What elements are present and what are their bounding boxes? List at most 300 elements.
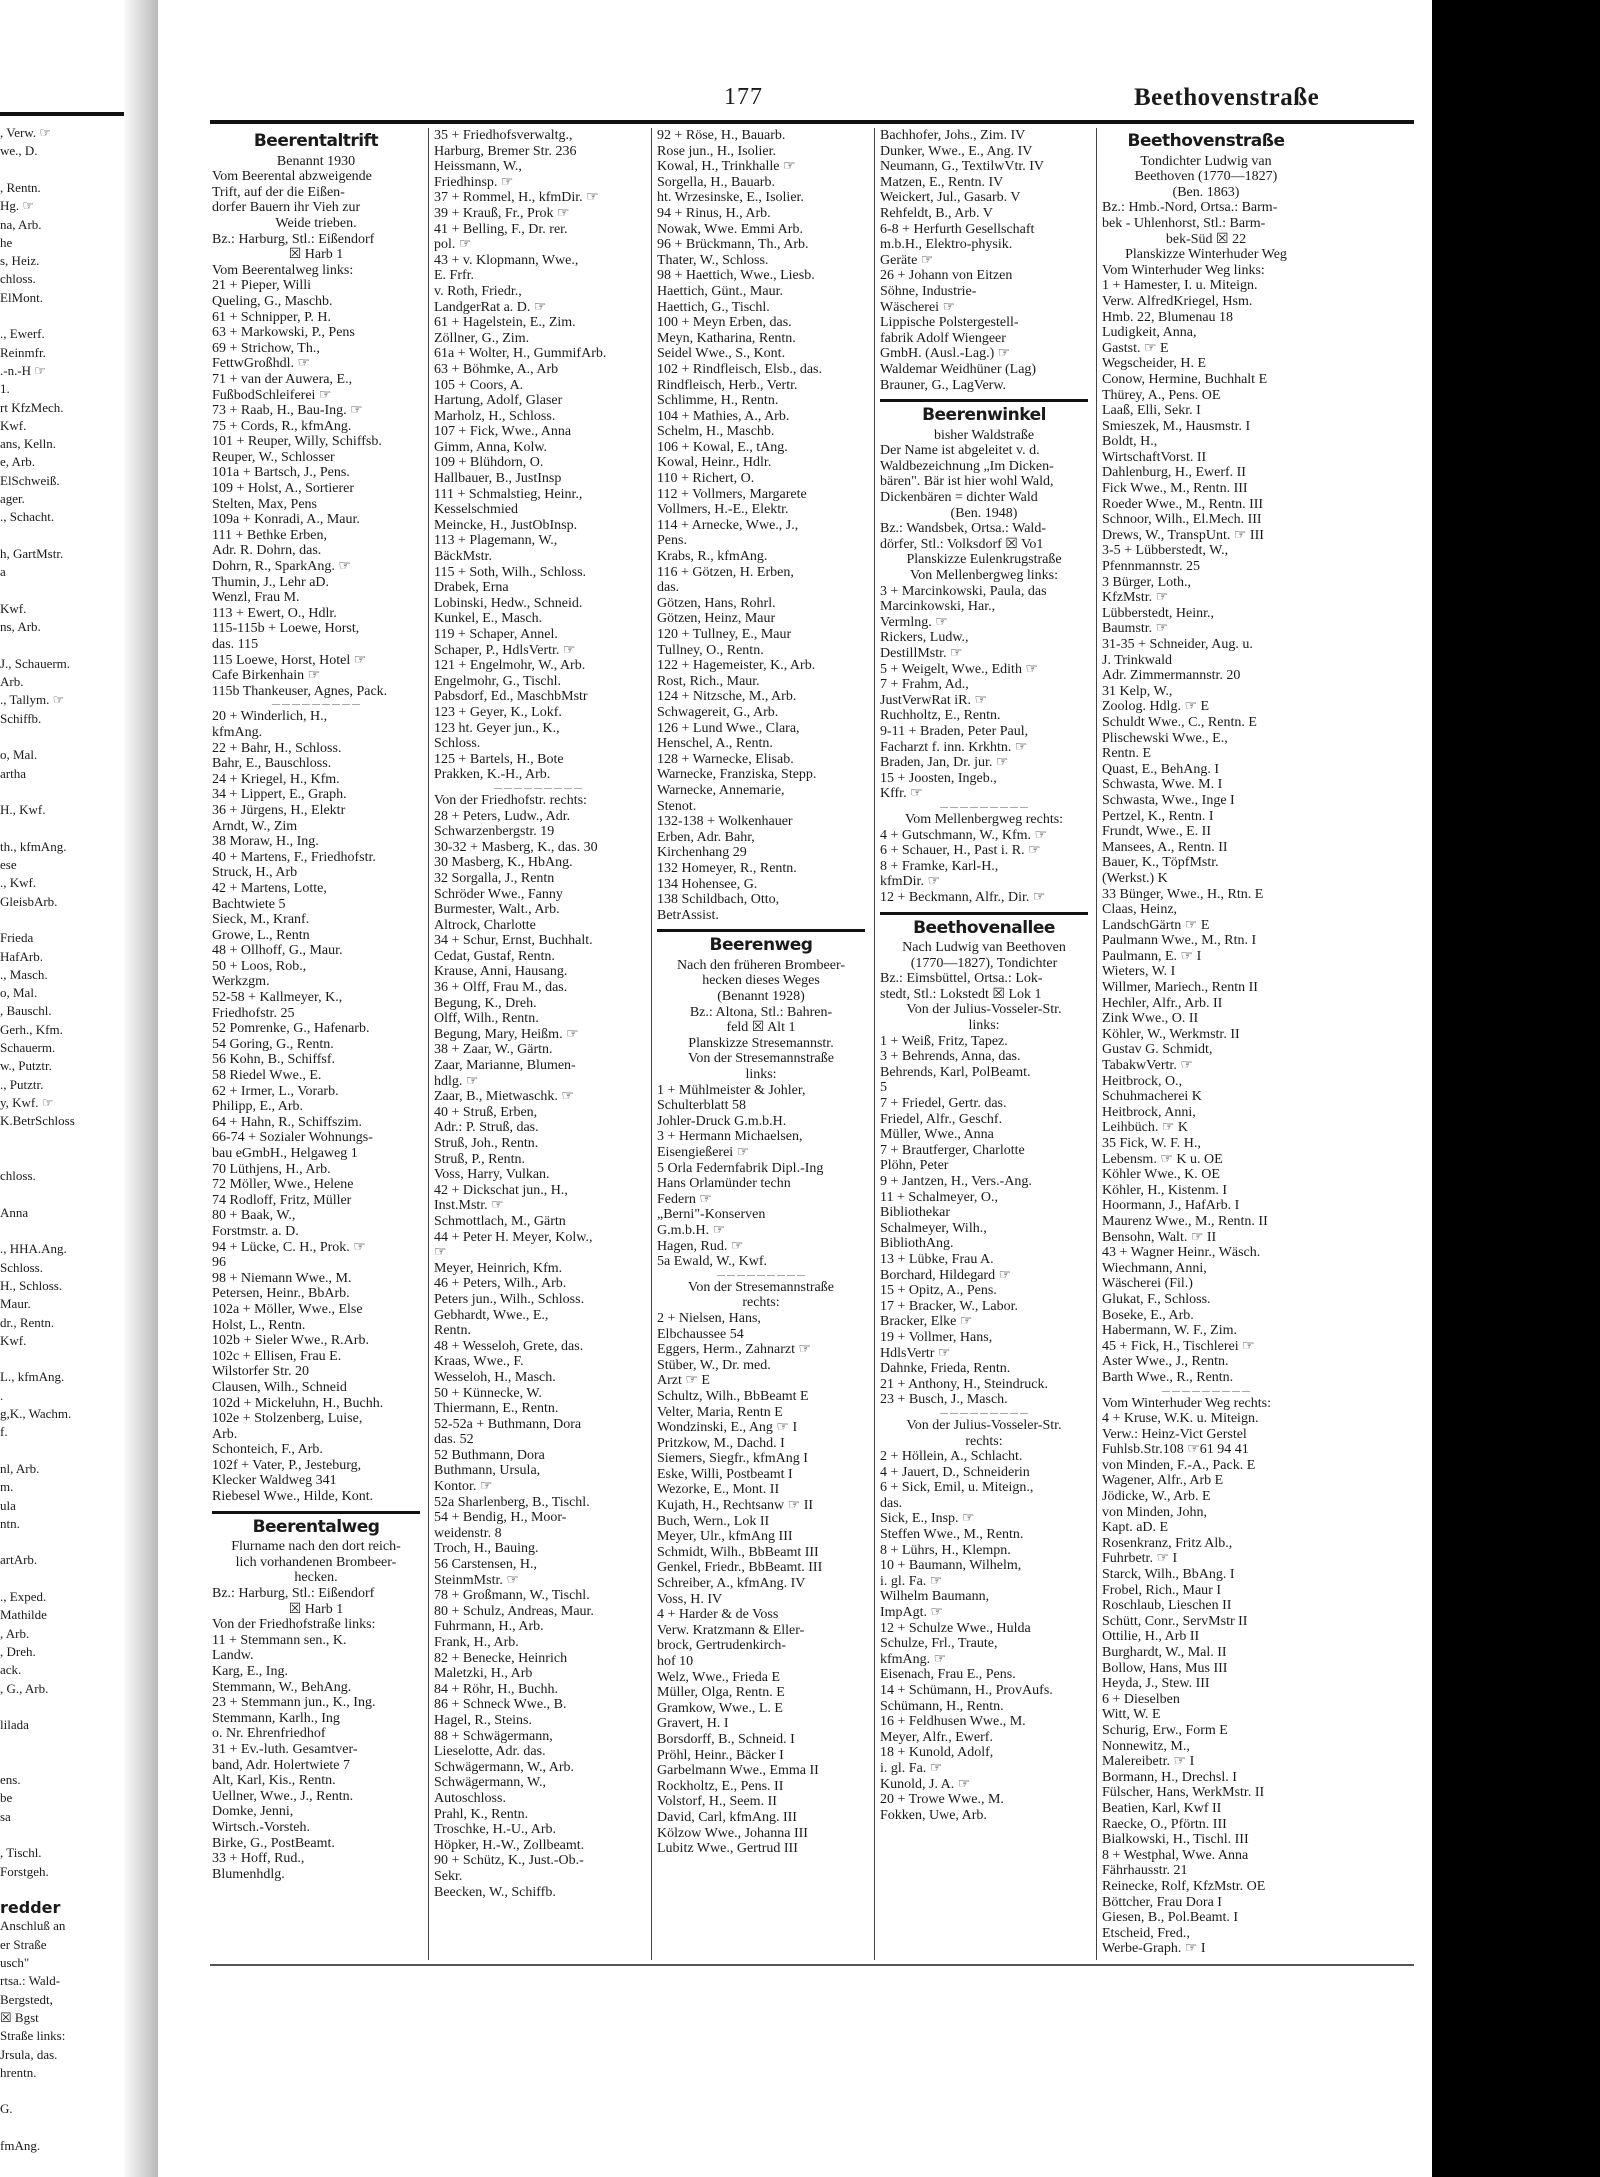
left-page-line: Kwf.	[0, 600, 27, 616]
directory-line: 26 + Johann von Eitzen	[880, 268, 1013, 284]
directory-line: Rost, Rich., Maur.	[657, 673, 760, 689]
directory-line: 101 + Reuper, Willy, Schiffsb.	[212, 434, 382, 450]
directory-line: Wilstorfer Str. 20	[212, 1364, 310, 1380]
directory-line: Velter, Maria, Rentn E	[657, 1404, 783, 1420]
left-page-line: ., Masch.	[0, 966, 48, 982]
directory-line: Friedhofstr. 25	[212, 1005, 295, 1021]
left-page-line: hrentn.	[0, 2064, 37, 2080]
directory-line: 42 + Dickschat jun., H.,	[434, 1182, 568, 1198]
directory-line: Bauer, K., TöpfMstr.	[1102, 855, 1219, 871]
directory-line: Rockholtz, E., Pens. II	[657, 1778, 784, 1794]
directory-line: Haettich, G., Tischl.	[657, 299, 770, 315]
directory-line: 38 + Zaar, W., Gärtn.	[434, 1042, 553, 1058]
left-page-line: Schauerm.	[0, 1040, 56, 1055]
directory-line: Schmottlach, M., Gärtn	[434, 1213, 566, 1229]
left-page-line: m.	[0, 1479, 14, 1495]
directory-line: Köhler Wwe., K. OE	[1102, 1167, 1220, 1183]
directory-line: Welz, Wwe., Frieda E	[657, 1669, 781, 1685]
directory-line: Wirtsch.-Vorsteh.	[212, 1819, 310, 1835]
directory-line: Wiechmann, Anni,	[1102, 1260, 1207, 1276]
directory-line: Uellner, Wwe., J., Rentn.	[212, 1788, 354, 1804]
directory-line: Quast, E., BehAng. I	[1102, 761, 1220, 777]
directory-line: Heitbrock, O.,	[1102, 1073, 1183, 1089]
directory-line: Erben, Adr. Bahr,	[657, 829, 755, 845]
directory-line: „Berni"-Konserven	[657, 1207, 766, 1223]
left-page-line: Maur.	[0, 1296, 31, 1312]
directory-line: 3 Bürger, Loth.,	[1102, 574, 1192, 590]
directory-line: Witt, W. E	[1102, 1707, 1161, 1723]
directory-line: 2 + Nielsen, Hans,	[657, 1310, 761, 1326]
directory-line: Ottilie, H., Arb II	[1102, 1629, 1200, 1645]
directory-line: bären". Bär ist hier wohl Wald,	[880, 474, 1054, 490]
directory-line: Warnecke, Annemarie,	[657, 782, 785, 798]
street-heading: Beerenweg	[709, 935, 813, 956]
street-heading: Beerentaltrift	[253, 131, 379, 151]
directory-line: Federn ☞	[657, 1191, 712, 1207]
directory-line: i. gl. Fa. ☞	[880, 1573, 943, 1589]
directory-line: Rehfeldt, B., Arb. V	[880, 205, 993, 221]
directory-line: Rentn.	[434, 1323, 471, 1339]
directory-line: 102d + Mickeluhn, H., Buchh.	[212, 1395, 384, 1411]
directory-line: von Minden, John,	[1102, 1504, 1207, 1520]
directory-line: Planskizze Stresemannstr.	[688, 1035, 834, 1051]
directory-line: Stüber, W., Dr. med.	[657, 1357, 771, 1373]
directory-line: Peters jun., Wilh., Schloss.	[434, 1291, 585, 1307]
directory-line: Wezorke, E., Mont. II	[657, 1482, 780, 1498]
directory-line: 105 + Coors, A.	[434, 377, 524, 393]
directory-line: Hagen, Rud. ☞	[657, 1238, 744, 1254]
left-page-line: Straße links:	[0, 2028, 66, 2044]
directory-line: Harburg, Bremer Str. 236	[434, 143, 577, 159]
directory-line: 80 + Schulz, Andreas, Maur.	[434, 1603, 594, 1619]
directory-line: GmbH. (Ausl.-Lag.) ☞	[880, 346, 1011, 362]
left-page-line: o, Mal.	[0, 985, 38, 1001]
left-page-line: , Arb.	[0, 1625, 30, 1641]
directory-line: 30-32 + Masberg, K., das. 30	[434, 839, 598, 855]
directory-line: ☒ Harb 1	[288, 1601, 344, 1617]
left-page-line: g,K., Wachm.	[0, 1406, 72, 1421]
directory-line: Maletzki, H., Arb	[434, 1666, 533, 1682]
directory-line: Lubitz Wwe., Gertrud III	[657, 1841, 798, 1857]
directory-line: 23 + Stemmann jun., K., Ing.	[212, 1695, 376, 1711]
directory-line: 4 + Jauert, D., Schneiderin	[880, 1464, 1030, 1480]
directory-line: 19 + Vollmer, Hans,	[880, 1329, 993, 1345]
left-page-line: ., Putztr.	[0, 1076, 44, 1092]
directory-line: Hagel, R., Steins.	[434, 1712, 532, 1728]
directory-line: rechts:	[742, 1295, 780, 1311]
directory-line: 119 + Schaper, Annel.	[434, 627, 558, 642]
directory-line: 6 + Schauer, H., Past i. R. ☞	[880, 843, 1041, 859]
directory-line: Schütt, Conr., ServMstr II	[1102, 1613, 1248, 1629]
directory-line: Bensohn, Walt. ☞ II	[1102, 1229, 1217, 1245]
directory-line: Gravert, H. I	[657, 1716, 729, 1732]
directory-line: Johler-Druck G.m.b.H.	[657, 1113, 787, 1129]
directory-line: 13 + Lübke, Frau A.	[880, 1251, 994, 1267]
directory-line: 3 + Behrends, Anna, das.	[880, 1049, 1021, 1065]
directory-line: 3-5 + Lübberstedt, W.,	[1102, 543, 1229, 559]
directory-line: Nach Ludwig van Beethoven	[902, 940, 1066, 956]
directory-line: 107 + Fick, Wwe., Anna	[434, 424, 572, 440]
directory-line: Neumann, G., TextilwVtr. IV	[880, 159, 1045, 175]
directory-line: 40 + Martens, F., Friedhofstr.	[212, 849, 376, 865]
header-rule	[210, 120, 1414, 124]
directory-line: Burmester, Walt., Arb.	[434, 902, 560, 918]
directory-line: Meyer, Alfr., Ewerf.	[880, 1729, 993, 1745]
directory-line: Autoschloss.	[434, 1790, 506, 1806]
directory-line: 56 Kohn, B., Schiffsf.	[212, 1052, 336, 1068]
directory-line: Kunkel, E., Masch.	[434, 611, 543, 627]
directory-line: Maurenz Wwe., M., Rentn. II	[1102, 1213, 1268, 1229]
directory-line: m.b.H., Elektro-physik.	[880, 237, 1013, 253]
directory-line: Bracker, Elke ☞	[880, 1314, 973, 1330]
left-page-line: ese	[0, 857, 17, 872]
directory-line: Paulmann, E. ☞ I	[1102, 948, 1202, 964]
directory-line: 6 + Sick, Emil, u. Miteign.,	[880, 1480, 1034, 1496]
left-page-rule	[0, 112, 124, 116]
left-page-line: ., Kwf.	[0, 875, 37, 891]
directory-line: Volstorf, H., Seem. II	[657, 1794, 777, 1810]
directory-line: Pabsdorf, Ed., MaschbMstr	[434, 689, 588, 705]
directory-line: 71 + van der Auwera, E.,	[212, 371, 353, 387]
directory-line: Zaar, B., Mietwaschk. ☞	[434, 1089, 574, 1105]
directory-line: 37 + Rommel, H., kfmDir. ☞	[434, 190, 599, 206]
directory-line: rechts:	[965, 1433, 1003, 1449]
directory-line: Böttcher, Frau Dora I	[1102, 1894, 1222, 1910]
directory-line: bisher Waldstraße	[933, 427, 1035, 443]
directory-line: Meyn, Katharina, Rentn.	[657, 330, 796, 346]
directory-line: Schnoor, Wilh., El.Mech. III	[1102, 512, 1262, 528]
directory-line: Höpker, H.-W., Zollbeamt.	[434, 1837, 585, 1853]
directory-line: 96	[212, 1255, 226, 1271]
directory-line: 8 + Westphal, Wwe. Anna	[1102, 1847, 1249, 1863]
directory-line: Beecken, W., Schiffb.	[434, 1884, 556, 1900]
directory-line: 4 + Kruse, W.K. u. Miteign.	[1102, 1411, 1259, 1427]
directory-line: lich vorhandenen Brombeer-	[235, 1554, 397, 1570]
directory-line: Prahl, K., Rentn.	[434, 1806, 529, 1822]
directory-column-4	[880, 128, 1088, 1958]
directory-line: 52 Pomrenke, G., Hafenarb.	[212, 1021, 370, 1037]
directory-line: von Minden, F.-A., Pack. E	[1102, 1457, 1256, 1473]
directory-line: Leihbüch. ☞ K	[1102, 1120, 1189, 1136]
directory-line: Sorgella, H., Bauarb.	[657, 174, 775, 190]
directory-line: 3 + Hermann Michaelsen,	[657, 1129, 803, 1145]
directory-line: 50 + Künnecke, W.	[434, 1385, 542, 1401]
directory-line: Barth Wwe., R., Rentn.	[1102, 1369, 1234, 1385]
left-page-line: ., Ewerf.	[0, 326, 45, 342]
directory-line: Riebesel Wwe., Hilde, Kont.	[212, 1489, 374, 1505]
directory-line: Struß, P., Rentn.	[434, 1151, 526, 1167]
directory-line: (Werkst.) K	[1102, 870, 1168, 886]
left-page-line: L., kfmAng.	[0, 1369, 65, 1385]
directory-line: 114 + Arnecke, Wwe., J.,	[657, 517, 799, 533]
directory-line: Meincke, H., JustObInsp.	[434, 517, 578, 533]
directory-line: 74 Rodloff, Fritz, Müller	[212, 1192, 352, 1208]
directory-line: Burghardt, W., Mal. II	[1102, 1645, 1227, 1660]
directory-line: Queling, G., Maschb.	[212, 293, 333, 309]
directory-line: Frobel, Rich., Maur I	[1102, 1582, 1221, 1598]
directory-line: Seidel Wwe., S., Kont.	[657, 346, 786, 362]
directory-line: Stemmann, Karlh., Ing	[212, 1710, 340, 1726]
left-page-line: ., Tallym. ☞	[0, 692, 65, 708]
directory-line: Bz.: Wandsbek, Ortsa.: Wald-	[880, 521, 1046, 537]
left-page-line: Anna	[0, 1204, 29, 1220]
directory-line: 113 + Plagemann, W.,	[434, 533, 558, 549]
left-page-line: f.	[0, 1424, 8, 1440]
left-page-line: .-n.-H ☞	[0, 362, 46, 378]
directory-line: Henschel, A., Rentn.	[657, 736, 773, 752]
directory-line: Kunold, J. A. ☞	[880, 1776, 971, 1792]
directory-line: Plischewski Wwe., E.,	[1102, 730, 1228, 746]
entry-separator: — — — — — — — — —	[717, 1269, 805, 1279]
column-divider	[428, 128, 429, 1960]
directory-line: Altrock, Charlotte	[434, 917, 536, 933]
directory-line: Friedhinsp. ☞	[434, 174, 514, 190]
directory-line: Heitbrock, Anni,	[1102, 1104, 1196, 1120]
directory-line: TabakwVertr. ☞	[1102, 1058, 1193, 1074]
directory-line: Schwägermann, W.,	[434, 1775, 546, 1791]
directory-line: Schwasta, Wwe., Inge I	[1102, 792, 1235, 808]
left-page-line: ., HHA.Ang.	[0, 1241, 67, 1257]
directory-line: Vom Mellenbergweg rechts:	[904, 811, 1064, 827]
left-page-line: ElSchweiß.	[0, 472, 60, 488]
directory-line: Borsdorff, B., Schneid. I	[657, 1731, 795, 1747]
directory-line: 138 Schildbach, Otto,	[657, 892, 780, 908]
directory-line: 44 + Peter H. Meyer, Kolw.,	[434, 1229, 593, 1245]
directory-line: 39 + Krauß, Fr., Prok ☞	[434, 205, 570, 221]
directory-line: links:	[745, 1067, 777, 1083]
directory-line: 102e + Stolzenberg, Luise,	[212, 1411, 363, 1427]
directory-line: 9 + Jantzen, H., Vers.-Ang.	[880, 1174, 1032, 1189]
directory-line: Kujath, H., Rechtsanw ☞ II	[657, 1498, 814, 1514]
directory-line: Rickers, Ludw.,	[880, 630, 969, 646]
directory-line: 75 + Cords, R., kfmAng.	[212, 418, 352, 434]
directory-line: 125 + Bartels, H., Bote	[434, 751, 564, 767]
book-spine-shadow	[124, 0, 158, 2177]
directory-line: Bibliothekar	[880, 1205, 950, 1221]
directory-line: Vollmers, H.-E., Elektr.	[657, 502, 789, 518]
directory-line: Zöllner, G., Zim.	[434, 330, 530, 346]
directory-line: 69 + Strichow, Th.,	[212, 340, 320, 356]
directory-line: 132-138 + Wolkenhauer	[657, 814, 793, 830]
directory-line: 36 + Jürgens, H., Elektr	[212, 802, 346, 818]
left-page-line: lilada	[0, 1717, 29, 1733]
directory-line: bek - Uhlenhorst, Stl.: Barm-	[1102, 215, 1266, 231]
directory-line: Prakken, K.-H., Arb.	[434, 767, 551, 783]
left-page-line: h, GartMstr.	[0, 545, 64, 561]
directory-line: Pritzkow, M., Dachd. I	[657, 1435, 785, 1451]
directory-line: Sick, E., Insp. ☞	[880, 1511, 975, 1527]
directory-line: Haettich, Günt., Maur.	[657, 283, 783, 299]
directory-line: LandschGärtn ☞ E	[1102, 917, 1210, 933]
directory-line: Rindfleisch, Herb., Vertr.	[657, 377, 798, 393]
directory-line: 54 + Bendig, H., Moor-	[434, 1510, 567, 1526]
left-page-line: we., D.	[0, 143, 38, 159]
directory-line: 20 + Trowe Wwe., M.	[880, 1792, 1004, 1808]
directory-line: 62 + Irmer, L., Vorarb.	[212, 1083, 339, 1099]
directory-line: 132 Homeyer, R., Rentn.	[657, 860, 797, 876]
directory-line: 17 + Bracker, W., Labor.	[880, 1298, 1018, 1314]
directory-line: Kraas, Wwe., F.	[434, 1354, 524, 1370]
directory-line: J. Trinkwald	[1102, 652, 1173, 668]
directory-line: Drews, W., TranspUnt. ☞ III	[1102, 527, 1264, 543]
directory-line: 115-115b + Loewe, Horst,	[212, 621, 360, 637]
directory-line: Dickenbären = dichter Wald	[880, 490, 1038, 506]
left-page-line: Forstgeh.	[0, 1863, 49, 1879]
directory-line: stedt, Stl.: Lokstedt ☒ Lok 1	[880, 986, 1042, 1002]
left-page-line: Mathilde	[0, 1607, 47, 1623]
directory-line: 48 + Wesseloh, Grete, das.	[434, 1338, 584, 1354]
left-page-line: Kwf.	[0, 1332, 27, 1348]
directory-line: 115b Thankeuser, Agnes, Pack.	[212, 683, 388, 699]
directory-line: Waldbezeichnung „Im Dicken-	[880, 458, 1054, 474]
directory-line: Schwarzenbergstr. 19	[434, 824, 555, 840]
left-page-line: ager.	[0, 491, 25, 506]
directory-line: 122 + Hagemeister, K., Arb.	[657, 658, 816, 674]
left-page-line: K.BetrSchloss	[0, 1113, 75, 1129]
directory-line: Weide trieben.	[275, 215, 357, 231]
directory-line: DestillMstr. ☞	[880, 646, 963, 661]
directory-line: Boseke, E., Arb.	[1102, 1307, 1194, 1323]
directory-line: 1 + Hamester, I. u. Miteign.	[1102, 278, 1258, 294]
directory-line: JustVerwRat iR. ☞	[880, 692, 988, 708]
directory-line: Borchard, Hildegard ☞	[880, 1267, 1012, 1283]
directory-line: Voss, H. IV	[657, 1591, 723, 1607]
directory-line: Willmer, Mariech., Rentn II	[1102, 980, 1258, 996]
left-page-line: Frieda	[0, 930, 34, 946]
directory-line: Lippische Polstergestell-	[880, 315, 1019, 331]
directory-line: Siemers, Siegfr., kfmAng I	[657, 1451, 808, 1467]
directory-line: Paulmann Wwe., M., Rtn. I	[1102, 933, 1257, 949]
directory-line: 92 + Röse, H., Bauarb.	[657, 128, 786, 143]
directory-line: Engelmohr, G., Tischl.	[434, 673, 562, 689]
directory-line: (Benannt 1928)	[717, 989, 805, 1005]
directory-line: 38 Moraw, H., Ing.	[212, 834, 319, 850]
directory-line: Roeder Wwe., M., Rentn. III	[1102, 496, 1264, 512]
street-heading: Beerentalweg	[252, 1516, 380, 1537]
directory-line: Köhler, H., Kistenm. I	[1102, 1182, 1228, 1198]
directory-line: 4 + Gutschmann, W., Kfm. ☞	[880, 827, 1048, 843]
directory-line: Schurig, Erw., Form E	[1102, 1722, 1228, 1738]
directory-line: 22 + Bahr, H., Schloss.	[212, 740, 342, 756]
directory-line: Kontor. ☞	[434, 1479, 493, 1495]
directory-line: Tondichter Ludwig van	[1140, 153, 1272, 169]
directory-line: 31-35 + Schneider, Aug. u.	[1102, 637, 1253, 652]
directory-line: Schonteich, F., Arb.	[212, 1442, 323, 1458]
directory-line: 86 + Schneck Wwe., B.	[434, 1697, 567, 1713]
directory-line: dorfer Bauern ihr Vieh zur	[212, 200, 361, 216]
directory-line: Der Name ist abgeleitet v. d.	[880, 443, 1040, 459]
directory-line: 1 + Mühlmeister & Johler,	[657, 1082, 806, 1098]
directory-line: Fokken, Uwe, Arb.	[880, 1807, 987, 1823]
directory-line: Pens.	[657, 533, 687, 549]
directory-line: ☒ Harb 1	[288, 247, 344, 263]
directory-line: v. Roth, Friedr.,	[434, 283, 522, 299]
directory-line: Schuhmacherei K	[1102, 1089, 1202, 1105]
directory-line: Bz.: Harburg, Stl.: Eißendorf	[212, 231, 375, 247]
directory-line: 12 + Beckmann, Alfr., Dir. ☞	[880, 889, 1046, 905]
directory-line: Behrends, Karl, PolBeamt.	[880, 1064, 1031, 1080]
directory-line: Growe, L., Rentn	[212, 927, 310, 943]
directory-line: feld ☒ Alt 1	[726, 1020, 796, 1036]
directory-line: dörfer, Stl.: Volksdorf ☒ Vo1	[880, 536, 1044, 552]
directory-line: Bahr, E., Bauschloss.	[212, 756, 332, 772]
left-page-line: GleisbArb.	[0, 893, 58, 909]
directory-line: Kowal, H., Trinkhalle ☞	[657, 159, 796, 175]
directory-line: Von der Friedhofstr. rechts:	[434, 792, 587, 808]
directory-line: Thumin, J., Lehr aD.	[212, 574, 330, 590]
directory-line: 34 + Schur, Ernst, Buchhalt.	[434, 933, 593, 949]
street-heading: Beethovenstraße	[1127, 131, 1285, 151]
directory-line: KfzMstr. ☞	[1102, 590, 1169, 606]
directory-line: 52 Buthmann, Dora	[434, 1447, 545, 1463]
directory-line: Inst.Mstr. ☞	[434, 1198, 504, 1214]
directory-line: Bormann, H., Drechsl. I	[1102, 1769, 1237, 1785]
left-page-line: ack.	[0, 1662, 22, 1678]
section-rule	[880, 912, 1088, 915]
directory-line: kfmAng.	[212, 724, 263, 740]
directory-line: 100 + Meyn Erben, das.	[657, 315, 792, 331]
directory-line: o. Nr. Ehrenfriedhof	[212, 1726, 326, 1742]
directory-line: 18 + Kunold, Adolf,	[880, 1745, 994, 1761]
directory-line: 116 + Götzen, H. Erben,	[657, 564, 794, 580]
directory-line: Zink Wwe., O. II	[1102, 1011, 1199, 1027]
directory-line: Hoormann, J., HafArb. I	[1102, 1198, 1240, 1214]
directory-line: hecken dieses Weges	[702, 973, 820, 989]
left-page-line: chloss.	[0, 271, 36, 287]
directory-line: Schulze, Frl., Traute,	[880, 1636, 998, 1652]
directory-line: Kowal, Heinr., Hdlr.	[657, 455, 772, 471]
directory-line: 3 + Marcinkowski, Paula, das	[880, 583, 1047, 599]
directory-line: Söhne, Industrie-	[880, 283, 977, 299]
left-page-line: sa	[0, 1808, 11, 1824]
directory-line: Arndt, W., Zim	[212, 818, 298, 834]
directory-line: Wesseloh, H., Masch.	[434, 1369, 556, 1385]
directory-line: Struck, H., Arb	[212, 865, 298, 881]
left-page-line: Schloss.	[0, 1259, 43, 1275]
directory-line: Adr. Zimmermannstr. 20	[1102, 668, 1241, 684]
directory-line: Troch, H., Bauing.	[434, 1541, 539, 1557]
directory-line: weidenstr. 8	[434, 1525, 502, 1541]
directory-line: Reuper, W., Schlosser	[212, 449, 335, 465]
directory-line: E. Frfr.	[434, 268, 475, 284]
left-page-line: na, Arb.	[0, 216, 42, 232]
directory-line: 61 + Hagelstein, E., Zim.	[434, 315, 576, 331]
directory-line: Lebensm. ☞ K u. OE	[1102, 1151, 1223, 1167]
directory-line: BetrAssist.	[657, 907, 719, 923]
directory-line: 94 + Rinus, H., Arb.	[657, 205, 771, 221]
directory-line: Cafe Birkenhain ☞	[212, 668, 321, 684]
directory-line: Kirchenhang 29	[657, 845, 747, 861]
directory-line: Ruchholtz, E., Rentn.	[880, 708, 1001, 724]
left-page-line: HafArb.	[0, 948, 43, 964]
directory-line: Stelten, Max, Pens	[212, 496, 317, 512]
directory-line: hof 10	[657, 1654, 694, 1669]
directory-line: i. gl. Fa. ☞	[880, 1760, 943, 1776]
directory-line: Fuhlsb.Str.108 ☞61 94 41	[1102, 1442, 1249, 1458]
directory-line: Beethoven (1770—1827)	[1134, 169, 1278, 185]
directory-line: 128 + Warnecke, Elisab.	[657, 751, 794, 767]
left-page-line: Jrsula, das.	[0, 2046, 58, 2062]
directory-line: Kapt. aD. E	[1102, 1520, 1169, 1536]
directory-line: das. 115	[212, 637, 259, 652]
directory-line: 5 + Weigelt, Wwe., Edith ☞	[880, 661, 1038, 677]
directory-line: kfmDir. ☞	[880, 874, 940, 890]
directory-line: 33 + Hoff, Rud.,	[212, 1851, 305, 1867]
directory-line: band, Adr. Holertwiete 7	[212, 1757, 351, 1773]
directory-line: Bachhofer, Johs., Zim. IV	[880, 128, 1026, 143]
directory-line: 20 + Winderlich, H.,	[212, 709, 328, 725]
directory-line: Vom Beerental abzweigende	[212, 169, 372, 185]
